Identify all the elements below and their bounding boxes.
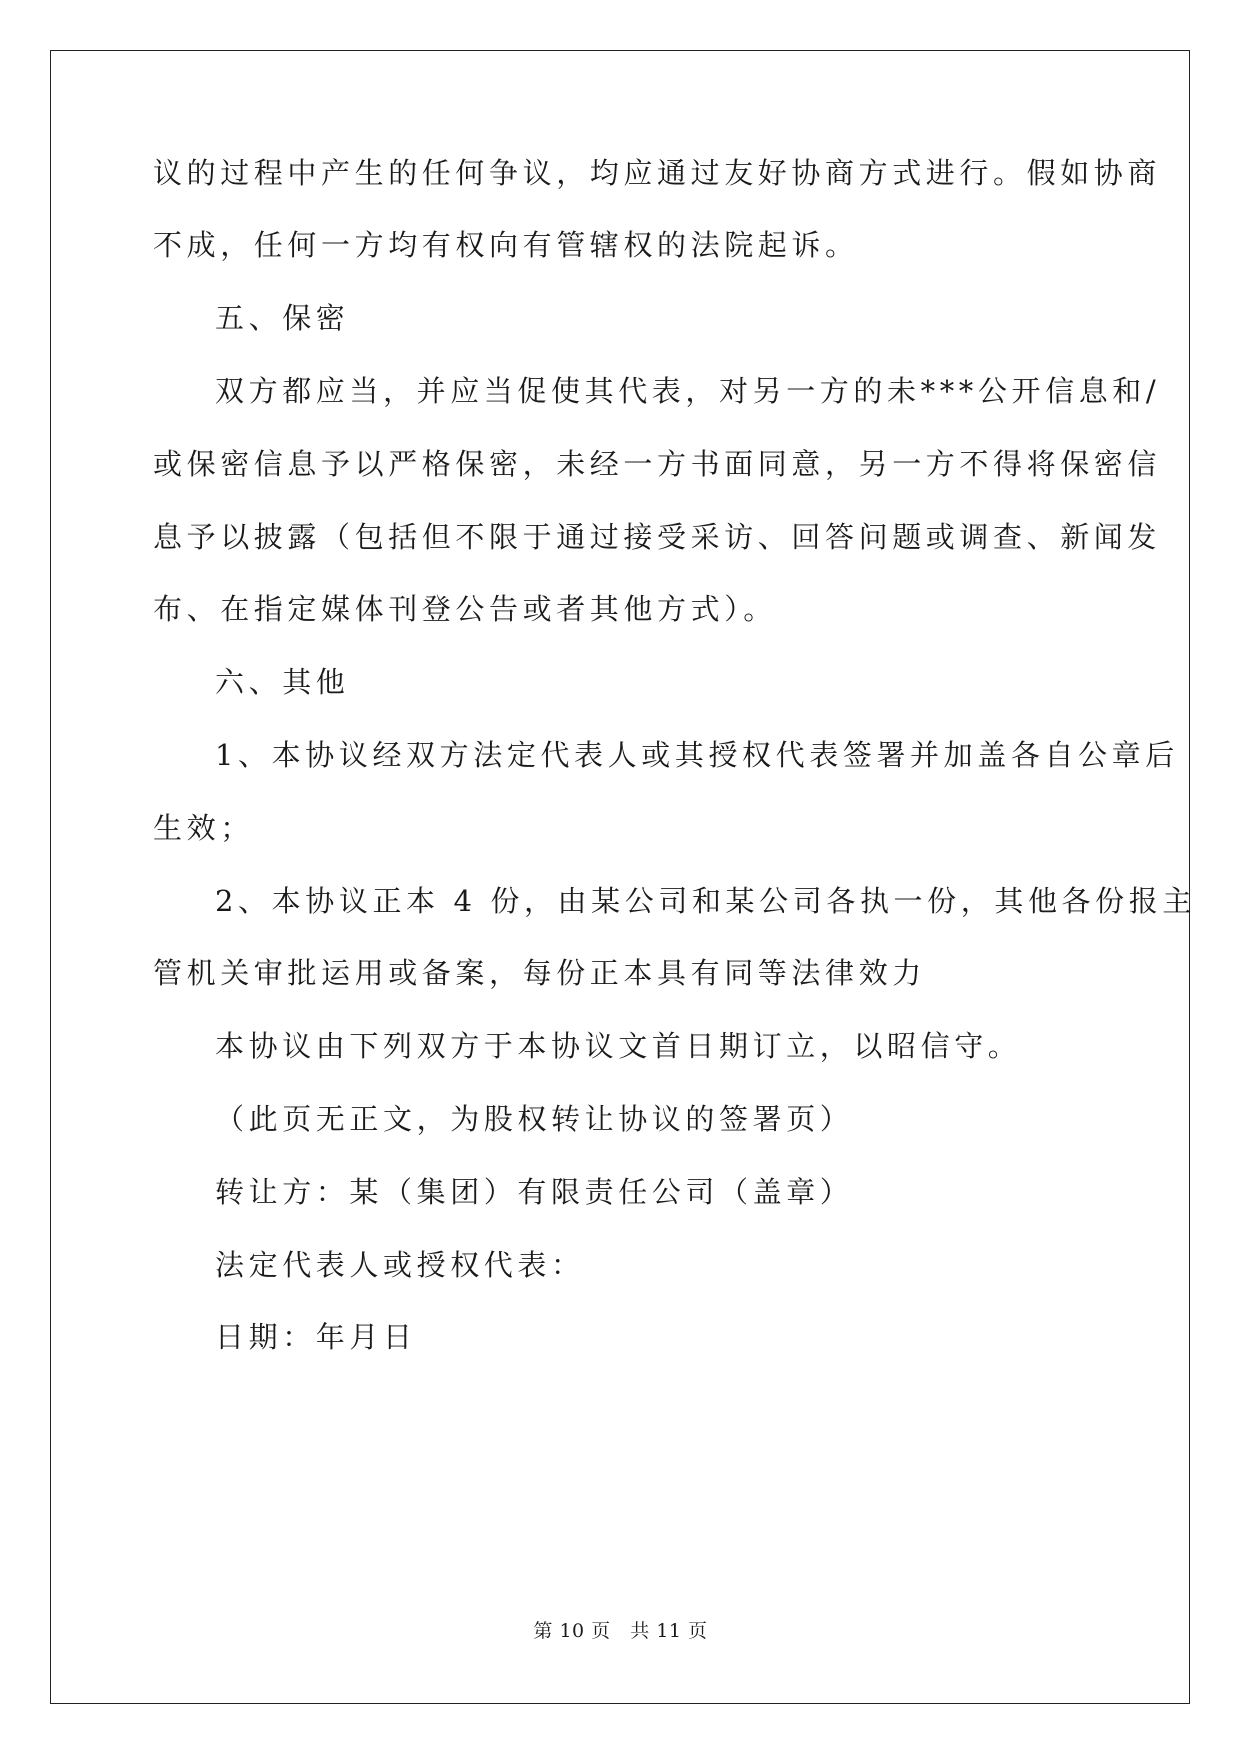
signature-page-note: （此页无正文，为股权转让协议的签署页）	[215, 1102, 854, 1136]
body-line: 管机关审批运用或备案，每份正本具有同等法律效力	[153, 956, 926, 990]
body-line: 本协议由下列双方于本协议文首日期订立，以昭信守。	[215, 1029, 1022, 1063]
page-number: 第 10 页 共 11 页	[533, 1620, 708, 1642]
body-line: 布、在指定媒体刊登公告或者其他方式）。	[153, 592, 777, 626]
representative-line: 法定代表人或授权代表：	[215, 1248, 585, 1282]
body-line: 1、本协议经双方法定代表人或其授权代表签署并加盖各自公章后	[215, 738, 1179, 772]
date-line: 日期：年月日	[215, 1320, 417, 1354]
transferor-line: 转让方：某（集团）有限责任公司（盖章）	[215, 1175, 854, 1209]
body-line: 息予以披露（包括但不限于通过接受采访、回答问题或调查、新闻发	[153, 520, 1162, 554]
section-heading-other: 六、其他	[215, 665, 350, 699]
body-line: 生效；	[153, 811, 254, 845]
section-heading-confidentiality: 五、保密	[215, 301, 350, 335]
body-line: 双方都应当，并应当促使其代表，对另一方的未***公开信息和/	[215, 374, 1161, 408]
body-line: 或保密信息予以严格保密，未经一方书面同意，另一方不得将保密信	[153, 447, 1162, 481]
body-line: 议的过程中产生的任何争议，均应通过友好协商方式进行。假如协商	[153, 156, 1162, 190]
body-line: 2、本协议正本 4 份，由某公司和某公司各执一份，其他各份报主	[215, 884, 1196, 918]
body-line: 不成，任何一方均有权向有管辖权的法院起诉。	[153, 228, 859, 262]
